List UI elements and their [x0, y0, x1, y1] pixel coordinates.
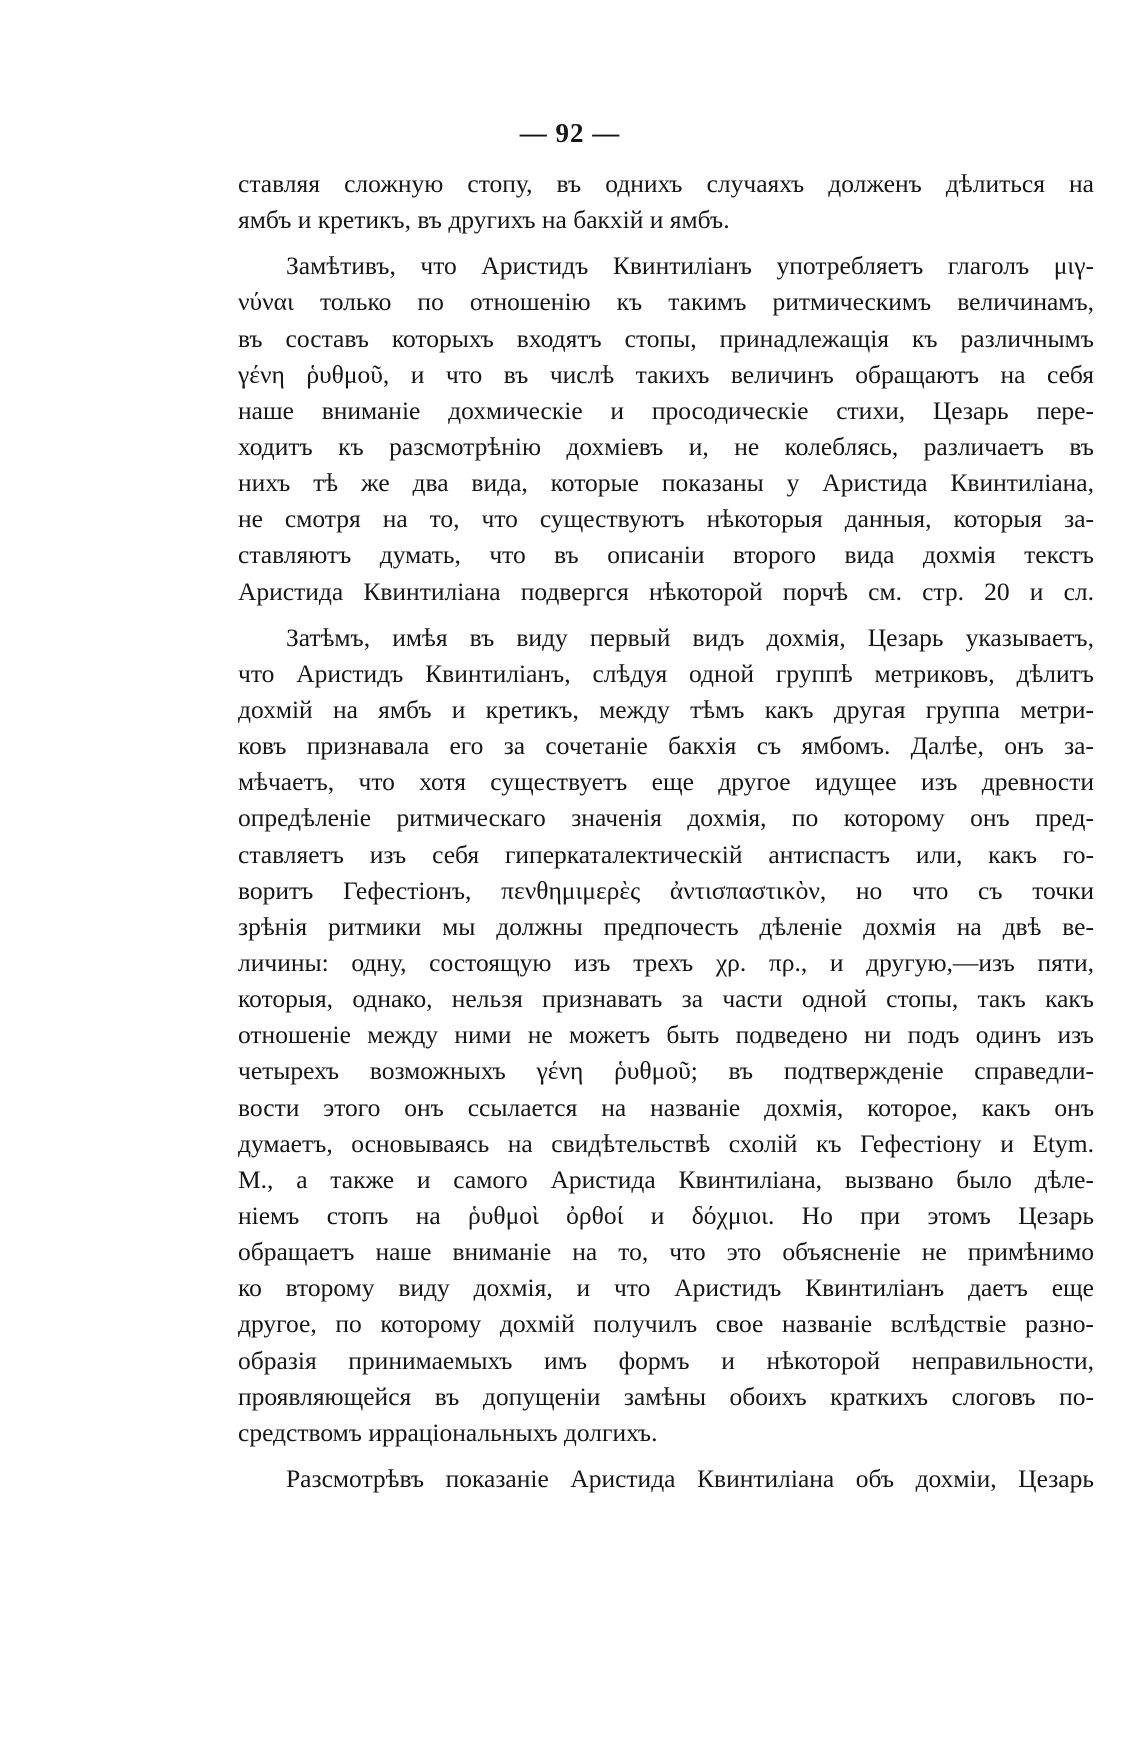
text-line: Затѣмъ, имѣя въ виду первый видъ дохмія, Цезарь указываетъ,	[286, 622, 1094, 652]
text-line: въ составъ которыхъ входятъ стопы, принадлежащія къ различнымъ	[238, 323, 1094, 353]
text-line: проявляющейся въ допущеніи замѣны обоихъ краткихъ слоговъ по-	[238, 1381, 1094, 1411]
text-line: Аристида Квинтиліана подвергся нѣкоторой порчѣ см. стр. 20 и сл.	[238, 576, 1094, 606]
text-line: ковъ признавала его за сочетаніе бакхія съ ямбомъ. Далѣе, онъ за-	[238, 731, 1094, 761]
text-line: Замѣтивъ, что Аристидъ Квинтиліанъ употребляетъ глаголъ μιγ-	[286, 251, 1094, 281]
text-line: зрѣнія ритмики мы должны предпочесть дѣленіе дохмія на двѣ ве-	[238, 911, 1094, 941]
page-number: — 92 —	[519, 118, 621, 148]
text-line: дохмій на ямбъ и кретикъ, между тѣмъ какъ другая группа метри-	[238, 694, 1094, 724]
text-line: личины: одну, состоящую изъ трехъ χρ. πρ., и другую,—изъ пяти,	[238, 947, 1094, 977]
text-line: наше вниманіе дохмическіе и просодическіе стихи, Цезарь пере-	[238, 395, 1094, 425]
text-line: образія принимаемыхъ имъ формъ и нѣкоторой неправильности,	[238, 1345, 1094, 1375]
text-line: M., а также и самого Аристида Квинтиліана, вызвано было дѣле-	[238, 1164, 1094, 1194]
text-line: воритъ Гефестіонъ, πενθημιμερὲς ἀντισπαστικὸν, но что съ точки	[238, 875, 1094, 905]
text-line: обращаетъ наше вниманіе на то, что это объясненіе не примѣнимо	[238, 1237, 1094, 1267]
text-line: ко второму виду дохмія, и что Аристидъ Квинтиліанъ даетъ еще	[238, 1273, 1094, 1303]
text-line: ставляютъ думать, что въ описаніи второго вида дохмія текстъ	[238, 540, 1094, 570]
text-line: средствомъ ирраціональныхъ долгихъ.	[238, 1417, 658, 1447]
text-line: мѣчаетъ, что хотя существуетъ еще другое идущее изъ древности	[238, 767, 1094, 797]
text-line: ходитъ къ разсмотрѣнію дохміевъ и, не колеблясь, различаетъ въ	[238, 431, 1094, 461]
text-line: νύναι только по отношенію къ такимъ ритмическимъ величинамъ,	[238, 287, 1094, 317]
text-line: отношеніе между ними не можетъ быть подведено ни подъ одинъ изъ	[238, 1020, 1094, 1050]
text-line: нихъ тѣ же два вида, которые показаны у Аристида Квинтиліана,	[238, 468, 1094, 498]
text-line: γένη ῥυθμοῦ, и что въ числѣ такихъ величинъ обращаютъ на себя	[238, 359, 1094, 389]
text-line: ставляя сложную стопу, въ однихъ случаяхъ долженъ дѣлиться на	[238, 169, 1094, 198]
text-line: думаетъ, основываясь на свидѣтельствѣ схолій къ Гефестіону и Etym.	[238, 1128, 1094, 1158]
body-text	[238, 166, 1094, 1497]
text-line: что Аристидъ Квинтиліанъ, слѣдуя одной группѣ метриковъ, дѣлитъ	[238, 658, 1094, 688]
text-line: опредѣленіе ритмическаго значенія дохмія, по которому онъ пред-	[238, 803, 1094, 833]
text-line: вости этого онъ ссылается на названіе дохмія, которое, какъ онъ	[238, 1092, 1094, 1122]
text-line: ставляетъ изъ себя гиперкаталектическій антиспастъ или, какъ го-	[238, 839, 1094, 869]
text-line: не смотря на то, что существуютъ нѣкоторыя данныя, которыя за-	[238, 504, 1094, 534]
text-line: другое, по которому дохмій получилъ свое названіе вслѣдствіе разно-	[238, 1309, 1094, 1339]
text-line: которыя, однако, нельзя признавать за части одной стопы, такъ какъ	[238, 984, 1094, 1014]
text-line: ямбъ и кретикъ, въ другихъ на бакхій и ямбъ.	[238, 205, 730, 235]
text-line: ніемъ стопъ на ῥυθμοὶ ὀρθοί и δόχμιοι. Но при этомъ Цезарь	[238, 1200, 1094, 1230]
text-line: Разсмотрѣвъ показаніе Аристида Квинтиліана объ дохміи, Цезарь	[286, 1463, 1094, 1493]
text-line: четырехъ возможныхъ γένη ῥυθμοῦ; въ подтвержденіе справедли-	[238, 1056, 1094, 1086]
